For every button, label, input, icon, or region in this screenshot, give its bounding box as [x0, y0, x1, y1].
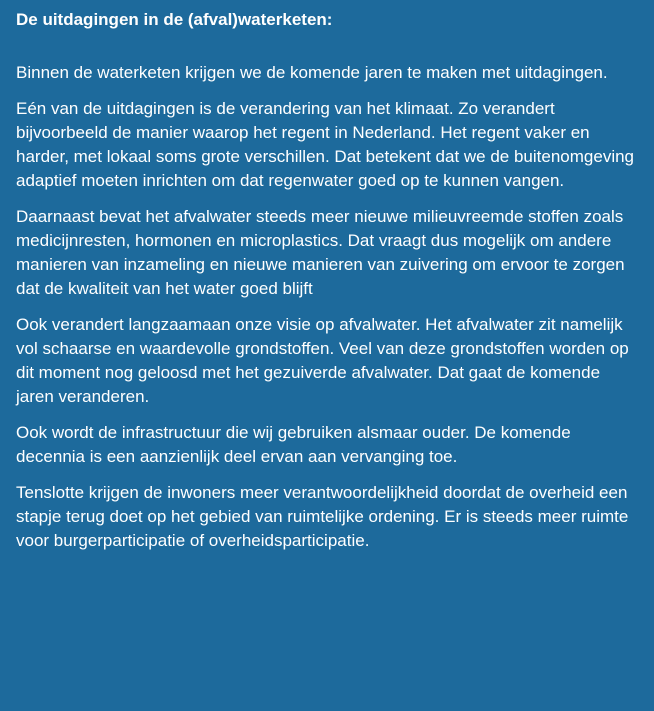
paragraph-participation: Tenslotte krijgen de inwoners meer verantwoordelijkheid doordat de overheid een stapje terug doet op het gebied van ruimtelijke ordening. Er is steeds meer ruimte voor burgerparticipatie of overheidsparticipatie. — [16, 483, 629, 550]
paragraph-pollutants: Daarnaast bevat het afvalwater steeds meer nieuwe milieuvreemde stoffen zoals medicijnresten, hormonen en microplastics. Dat vraagt dus mogelijk om andere manieren van inzameling en nieuwe manieren van zuivering om ervoor te zorgen dat de kwaliteit van het water goed blijft — [16, 207, 625, 298]
paragraph-resources: Ook verandert langzaamaan onze visie op afvalwater. Het afvalwater zit namelijk vol schaarse en waardevolle grondstoffen. Veel van deze grondstoffen worden op dit moment nog geloosd met het gezuiverde afvalwater. Dat gaat de komende jaren veranderen. — [16, 315, 629, 406]
paragraph-climate: Eén van de uitdagingen is de verandering van het klimaat. Zo verandert bijvoorbeeld de manier waarop het regent in Nederland. Het regent vaker en harder, met lokaal soms grote verschillen. Dat betekent dat we de buitenomgeving adaptief moeten inrichten om dat regenwater goed op te kunnen vangen. — [16, 99, 635, 190]
paragraph-infrastructure: Ook wordt de infrastructuur die wij gebruiken alsmaar ouder. De komende decennia is een aanzienlijk deel ervan aan vervanging toe. — [16, 423, 571, 466]
paragraph-intro: Binnen de waterketen krijgen we de komende jaren te maken met uitdagingen. — [16, 63, 608, 82]
panel-title: De uitdagingen in de (afval)waterketen: — [16, 10, 333, 29]
